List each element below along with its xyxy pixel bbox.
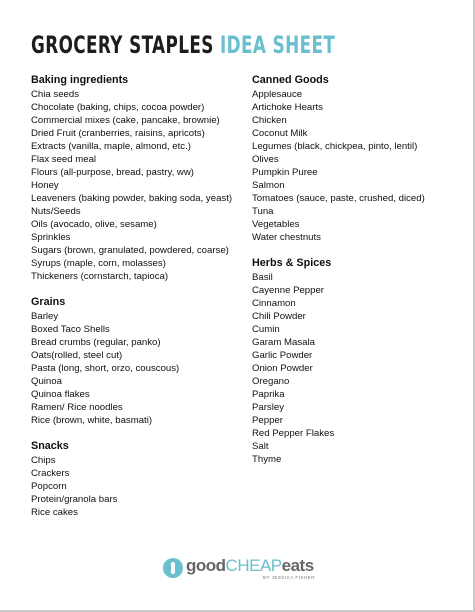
list-item: Red Pepper Flakes [252, 428, 335, 439]
list-item: Vegetables [252, 219, 300, 230]
list-item: Chocolate (baking, chips, cocoa powder) [31, 102, 205, 113]
list-item: Tomatoes (sauce, paste, crushed, diced) [252, 193, 425, 204]
list-item: Garlic Powder [252, 350, 313, 361]
list-item: Oils (avocado, olive, sesame) [31, 219, 157, 230]
list-item: Chips [31, 455, 56, 466]
list-item: Flax seed meal [31, 154, 97, 165]
list-item: Paprika [252, 389, 285, 400]
left-column [31, 74, 241, 532]
list-item: Pumpkin Puree [252, 167, 318, 178]
logo-good: good [186, 556, 226, 575]
list-item: Pepper [252, 415, 283, 426]
list-item: Chia seeds [31, 89, 79, 100]
title-main: GROCERY STAPLES [31, 31, 220, 59]
list-item: Rice cakes [31, 507, 78, 518]
brand-logo [163, 556, 323, 586]
list-item: Leaveners (baking powder, baking soda, yeast) [31, 193, 233, 204]
page-title [31, 30, 335, 60]
section [31, 296, 241, 427]
list-item: Water chestnuts [252, 232, 321, 243]
list-item: Applesauce [252, 89, 303, 100]
section [31, 74, 241, 283]
fork-knife-icon [163, 558, 183, 578]
list-item: Flours (all-purpose, bread, pastry, ww) [31, 167, 194, 178]
list-item: Chicken [252, 115, 287, 126]
list-item: Honey [31, 180, 59, 191]
list-item: Salt [252, 441, 269, 452]
list-item: Basil [252, 272, 273, 283]
list-item: Sugars (brown, granulated, powdered, coarse) [31, 245, 229, 256]
logo-cheap: CHEAP [225, 556, 282, 575]
list-item: Protein/granola bars [31, 494, 118, 505]
list-item: Thickeners (cornstarch, tapioca) [31, 271, 169, 282]
list-item: Quinoa flakes [31, 389, 90, 400]
logo-wordmark [186, 556, 314, 576]
section [31, 440, 241, 519]
logo-byline: BY JESSICA FISHER [263, 575, 315, 580]
list-item: Sprinkles [31, 232, 71, 243]
list-item: Quinoa [31, 376, 62, 387]
list-item: Oregano [252, 376, 290, 387]
title-accent: IDEA SHEET [219, 31, 336, 59]
list-item: Olives [252, 154, 279, 165]
list-item: Popcorn [31, 481, 67, 492]
list-item: Extracts (vanilla, maple, almond, etc.) [31, 141, 191, 152]
list-item: Crackers [31, 468, 70, 479]
list-item: Salmon [252, 180, 285, 191]
list-item: Syrups (maple, corn, molasses) [31, 258, 166, 269]
list-item: Chili Powder [252, 311, 306, 322]
list-item: Nuts/Seeds [31, 206, 81, 217]
list-item: Cinnamon [252, 298, 296, 309]
list-item: Coconut Milk [252, 128, 308, 139]
list-item: Commercial mixes (cake, pancake, brownie) [31, 115, 220, 126]
section-heading: Baking ingredients [31, 74, 129, 86]
section-heading: Herbs & Spices [252, 257, 332, 269]
list-item: Barley [31, 311, 59, 322]
section-heading: Canned Goods [252, 74, 329, 86]
list-item: Oats(rolled, steel cut) [31, 350, 123, 361]
list-item: Legumes (black, chickpea, pinto, lentil) [252, 141, 418, 152]
list-item: Tuna [252, 206, 274, 217]
list-item: Cayenne Pepper [252, 285, 325, 296]
list-item: Boxed Taco Shells [31, 324, 110, 335]
list-item: Onion Powder [252, 363, 313, 374]
logo-eats: eats [281, 556, 314, 575]
list-item: Artichoke Hearts [252, 102, 323, 113]
section [252, 74, 462, 244]
section [252, 257, 462, 466]
list-item: Ramen/ Rice noodles [31, 402, 123, 413]
list-item: Rice (brown, white, basmati) [31, 415, 153, 426]
list-item: Dried Fruit (cranberries, raisins, apricots) [31, 128, 205, 139]
list-item: Thyme [252, 454, 282, 465]
list-item: Parsley [252, 402, 284, 413]
list-item: Cumin [252, 324, 280, 335]
right-column [252, 74, 462, 479]
list-item: Pasta (long, short, orzo, couscous) [31, 363, 180, 374]
list-item: Bread crumbs (regular, panko) [31, 337, 161, 348]
section-heading: Snacks [31, 440, 69, 452]
list-item: Garam Masala [252, 337, 315, 348]
section-heading: Grains [31, 296, 66, 308]
